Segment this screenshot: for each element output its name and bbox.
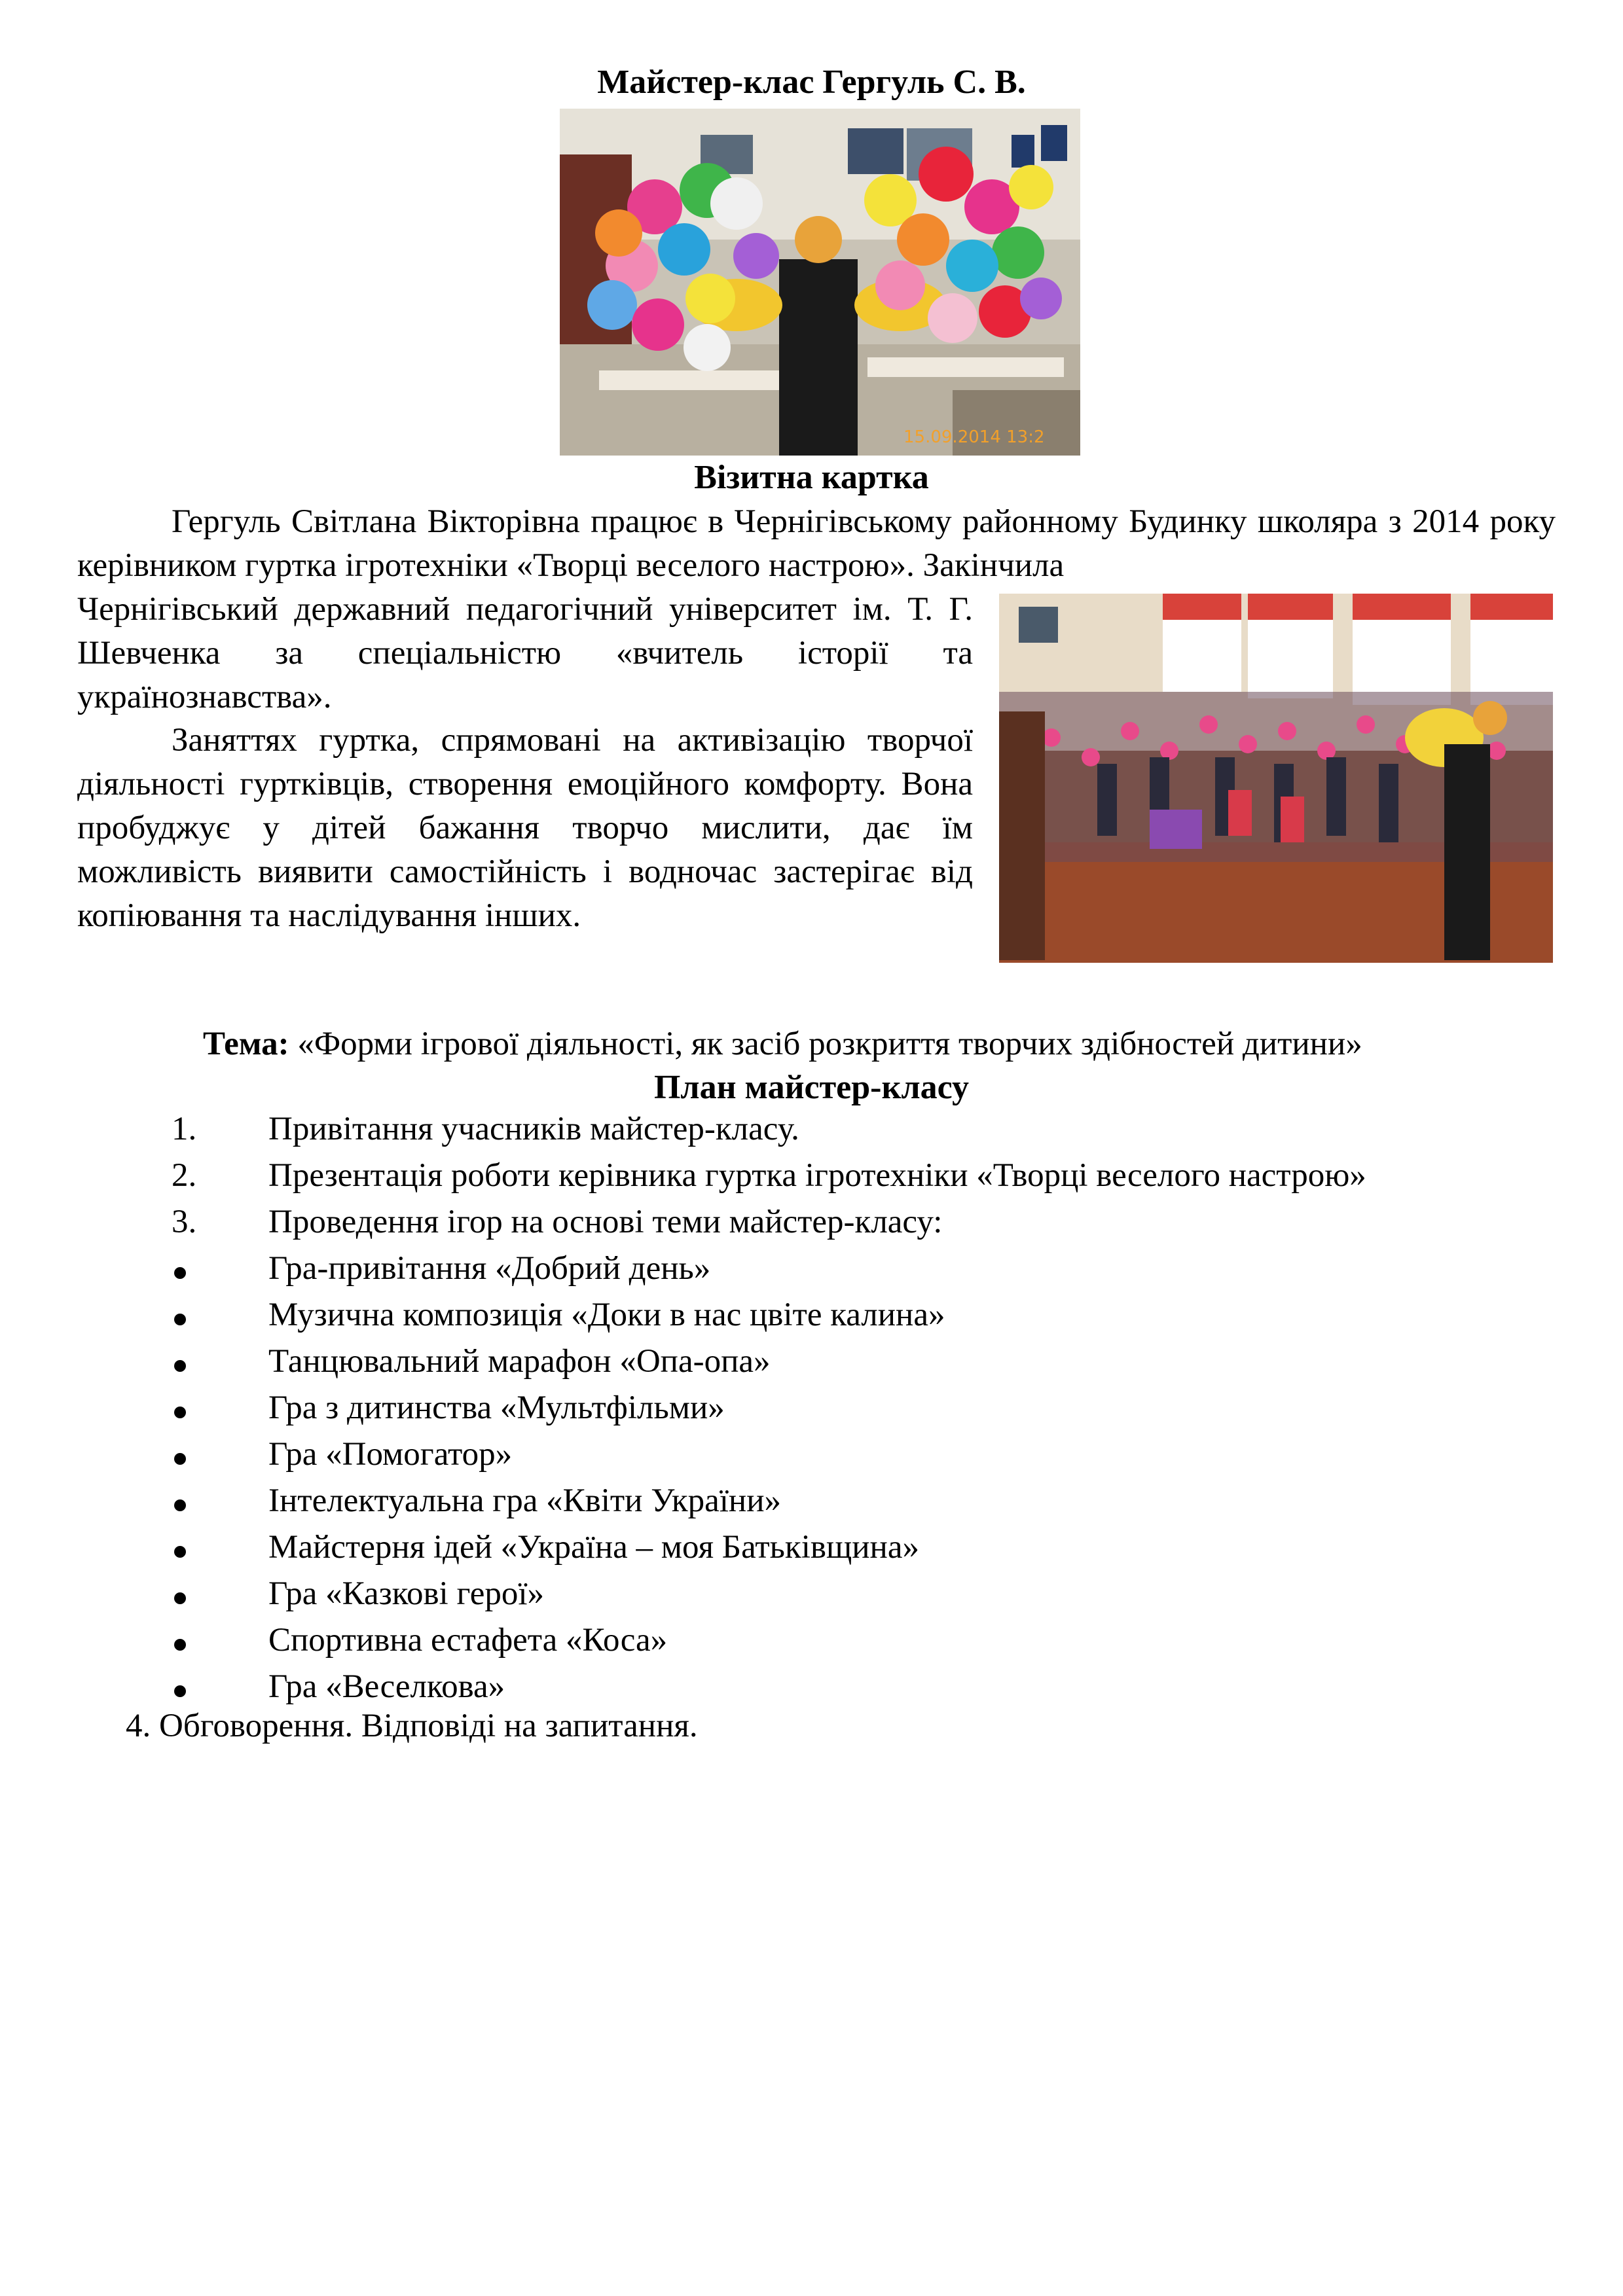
plan-list (0, 1110, 1623, 1714)
bullet-item (0, 1482, 1623, 1528)
bullet-icon (174, 1499, 186, 1511)
bullet-icon (174, 1685, 186, 1697)
bio-paragraph-1-continued: Чернігівський державний педагогічний університет ім. Т. Г. Шевченка за спеціальністю «вчитель історії та українознавства». (77, 591, 973, 715)
bullet-item-text: Інтелектуальна гра «Квіти України» (268, 1482, 782, 1519)
bullet-icon (174, 1360, 186, 1372)
bullet-item-text: Гра «Казкові герої» (268, 1575, 545, 1612)
photo-children-in-hall (999, 594, 1553, 963)
topic-label: Тема: (203, 1026, 289, 1062)
bullet-item-text: Спортивна естафета «Коса» (268, 1622, 668, 1659)
business-card-title: Візитна картка (694, 459, 929, 496)
bullet-item-text: Музична композиція «Доки в нас цвіте калина» (268, 1297, 945, 1333)
bullet-item-text: Гра з дитинства «Мультфільми» (268, 1390, 725, 1426)
photo-clown-with-balloons (560, 109, 1080, 456)
bullet-icon (174, 1267, 186, 1279)
topic-line (203, 1025, 1362, 1063)
list-number: 1. (172, 1111, 197, 1147)
plan-title: План майстер-класу (653, 1069, 970, 1106)
list-item-text: Привітання учасників майстер-класу. (268, 1111, 799, 1147)
bullet-item-text: Гра-привітання «Добрий день» (268, 1250, 711, 1287)
document-title: Майстер-клас Гергуль С. В. (597, 63, 1026, 101)
topic-text: «Форми ігрової діяльності, як засіб розкриття творчих здібностей дитини» (289, 1026, 1362, 1062)
bullet-icon (174, 1639, 186, 1651)
list-item-final: 4. Обговорення. Відповіді на запитання. (126, 1708, 698, 1744)
list-number: 2. (172, 1157, 197, 1194)
bullet-item (0, 1296, 1623, 1342)
bullet-icon (174, 1546, 186, 1558)
bio-paragraph-1: Гергуль Світлана Вікторівна працює в Чернігівському районному Будинку школяра з 2014 року керівником гуртка ігротехніки «Творці веселого настрою». Закінчила (77, 503, 1556, 584)
bullet-item-text: Танцювальний марафон «Опа-опа» (268, 1343, 771, 1380)
bullet-icon (174, 1592, 186, 1604)
bullet-item-text: Гра «Помогатор» (268, 1436, 513, 1473)
photo-timestamp: 15.09.2014 13:2 (903, 427, 1045, 447)
bullet-item (0, 1389, 1623, 1435)
bullet-item (0, 1342, 1623, 1389)
bullet-item (0, 1621, 1623, 1668)
list-item-text: Проведення ігор на основі теми майстер-класу: (268, 1204, 943, 1240)
bullet-item (0, 1528, 1623, 1575)
bullet-item (0, 1249, 1623, 1296)
bullet-item-text: Майстерня ідей «Україна – моя Батьківщина» (268, 1529, 919, 1566)
list-number: 3. (172, 1204, 197, 1240)
list-item (0, 1110, 1623, 1157)
bullet-icon (174, 1453, 186, 1465)
list-item (0, 1157, 1623, 1203)
bullet-icon (174, 1407, 186, 1418)
bio-paragraph-2: Заняттях гуртка, спрямовані на активізацію творчої діяльності гуртківців, створення емоційного комфорту. Вона пробуджує у дітей бажання творчо мислити, дає їм можливість виявити самостійність і водночас застерігає від копіювання та наслідування інших. (77, 722, 973, 934)
list-item-text: Презентація роботи керівника гуртка ігротехніки «Творці веселого настрою» (268, 1157, 1366, 1194)
list-item (0, 1203, 1623, 1249)
bullet-item (0, 1575, 1623, 1621)
bullet-item-text: Гра «Веселкова» (268, 1668, 505, 1705)
bullet-item (0, 1435, 1623, 1482)
bullet-icon (174, 1314, 186, 1325)
